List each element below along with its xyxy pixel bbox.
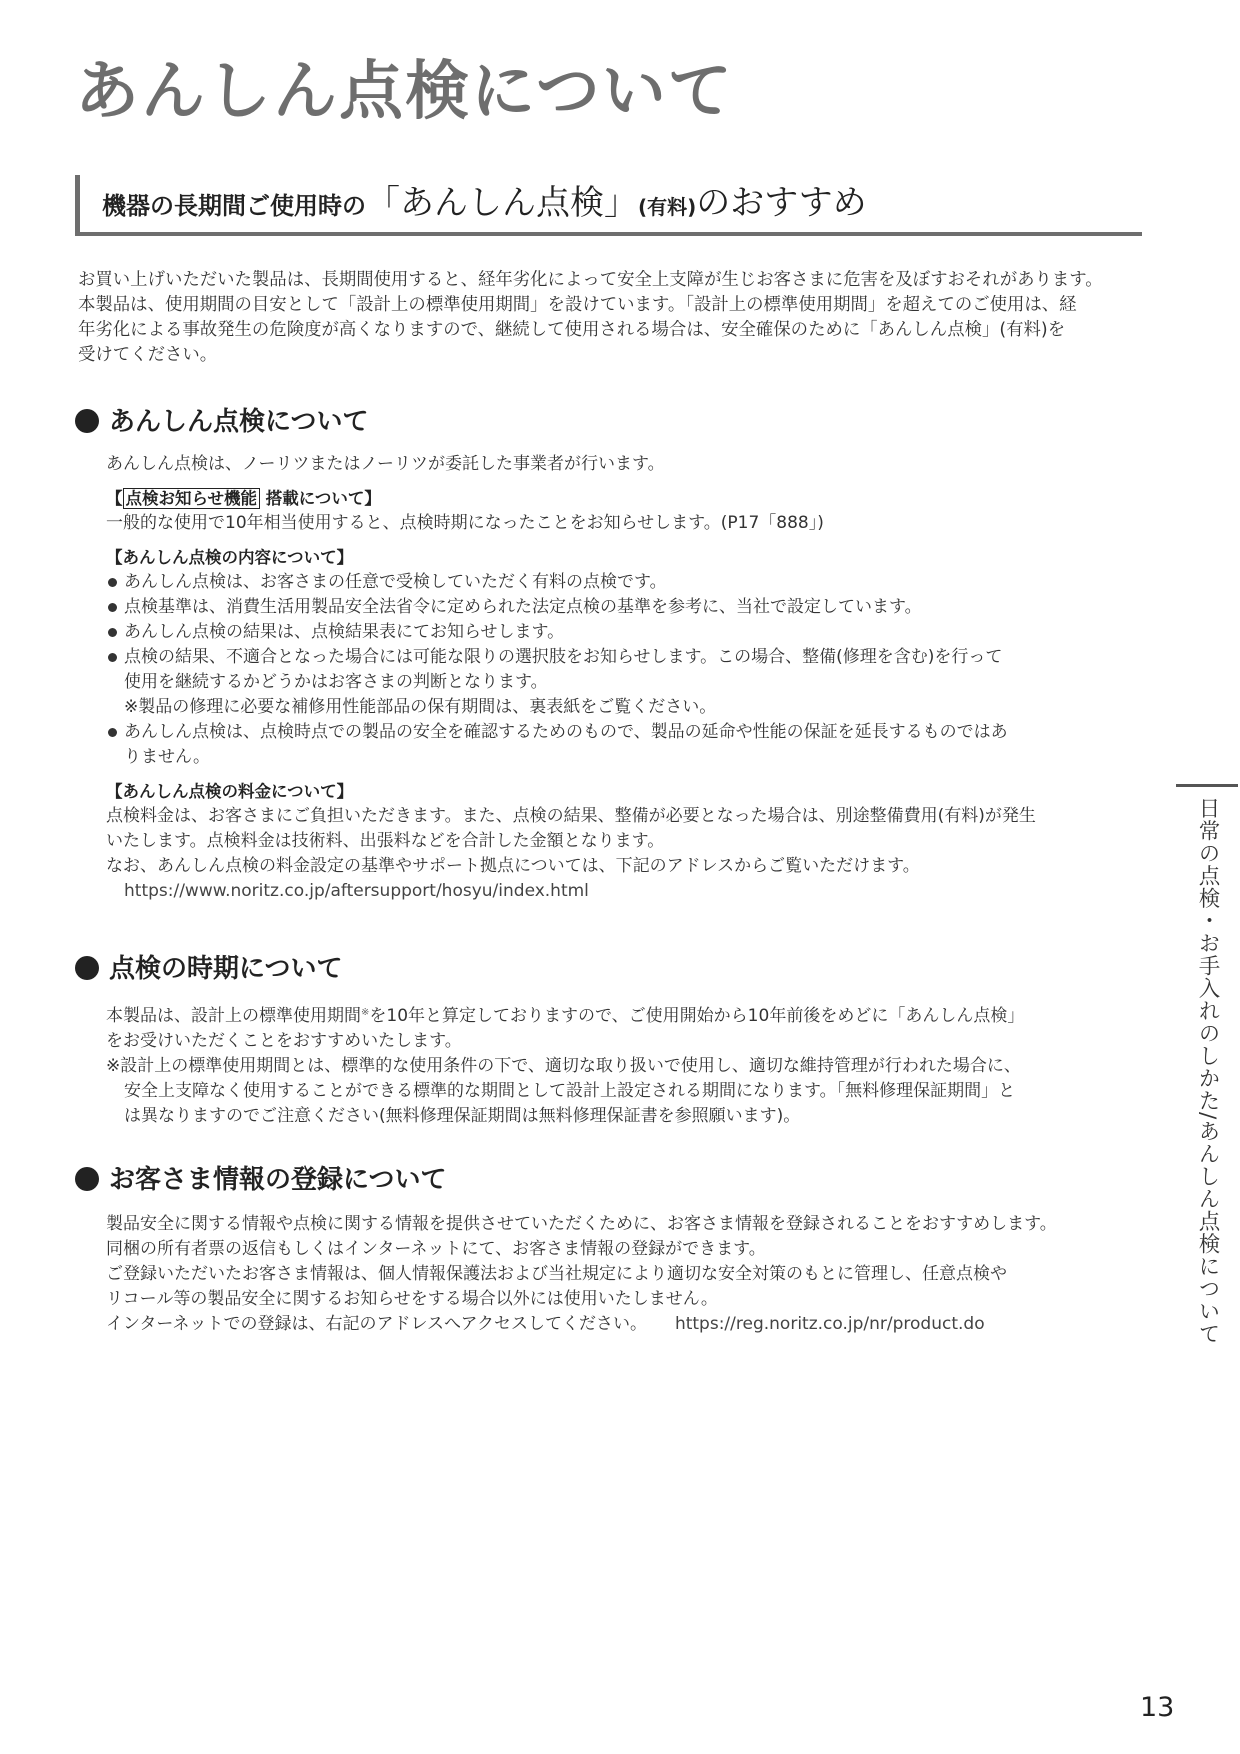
section-heading-text	[102, 175, 867, 224]
registration-line: 製品安全に関する情報や点検に関する情報を提供させていただくために、お客さま情報を登録されることをおすすめします。	[106, 1214, 1057, 1234]
section-heading-paid: (有料)	[638, 195, 697, 219]
anshin-section	[106, 452, 1116, 904]
content-bullet: 点検の結果、不適合となった場合には可能な限りの選択肢をお知らせします。この場合、整備(修理を含む)を行って	[106, 645, 1116, 670]
notice-function-label: 点検お知らせ機能	[123, 488, 261, 509]
subheading-text: 点検の時期について	[109, 954, 343, 984]
timing-line: をお受けいただくことをおすすめいたします。	[106, 1031, 462, 1051]
aftersupport-url[interactable]: https://www.noritz.co.jp/aftersupport/hosyu/index.html	[124, 881, 589, 901]
section-heading-prefix: 機器の長期間ご使用時の	[102, 192, 366, 220]
fee-line: 点検料金は、お客さまにご負担いただきます。また、点検の結果、整備が必要となった場合は、別途整備費用(有料)が発生	[106, 806, 1036, 826]
timing-note: 安全上支障なく使用することができる標準的な期間として設計上設定される期間になります。「無料修理保証期間」と	[124, 1081, 1016, 1101]
content-bullet: あんしん点検の結果は、点検結果表にてお知らせします。	[106, 620, 1116, 645]
timing-line	[106, 1000, 1116, 1029]
intro-line: 受けてください。	[78, 345, 218, 365]
registration-line	[106, 1312, 1116, 1337]
fee-line: いたします。点検料金は技術料、出張料などを合計した金額となります。	[106, 831, 665, 851]
content-bullet-continued: 使用を継続するかどうかはお客さまの判断となります。	[124, 672, 548, 692]
notice-heading	[106, 487, 1116, 511]
page-title: あんしん点検について	[75, 55, 734, 129]
content-bullet: 点検基準は、消費生活用製品安全法省令に定められた法定点検の基準を参考に、当社で設定しています。	[106, 595, 1116, 620]
side-tab-label: 日常の点検・お手入れのしかた/あんしん点検について	[1195, 797, 1220, 1346]
content-bullet: あんしん点検は、お客さまの任意で受検していただく有料の点検です。	[106, 570, 1116, 595]
subheading-timing	[75, 952, 342, 986]
page-number: 13	[1140, 1692, 1175, 1723]
content-bullet-note: ※製品の修理に必要な補修用性能部品の保有期間は、裏表紙をご覧ください。	[124, 697, 717, 717]
section-heading-main: 「あんしん点検」	[366, 183, 638, 223]
notice-text: 一般的な使用で10年相当使用すると、点検時期になったことをお知らせします。(P17「888」)	[106, 513, 824, 533]
registration-line: リコール等の製品安全に関するお知らせをする場合以外には使用いたしません。	[106, 1289, 718, 1309]
fee-line: なお、あんしん点検の料金設定の基準やサポート拠点については、下記のアドレスからご覧いただけます。	[106, 856, 920, 876]
bullet-dot-icon	[75, 956, 99, 980]
bullet-dot-icon	[75, 409, 99, 433]
timing-section	[106, 1000, 1116, 1129]
intro-line: お買い上げいただいた製品は、長期間使用すると、経年劣化によって安全上支障が生じお客さまに危害を及ぼすおそれがあります。	[78, 270, 1103, 290]
intro-line: 本製品は、使用期間の目安として「設計上の標準使用期間」を設けています。「設計上の標準使用期間」を超えてのご使用は、経	[78, 295, 1077, 315]
timing-note: は異なりますのでご注意ください(無料修理保証期間は無料修理保証書を参照願います)。	[124, 1106, 801, 1126]
content-bullet: あんしん点検は、点検時点での製品の安全を確認するためのもので、製品の延命や性能の保証を延長するものではあ	[106, 720, 1116, 745]
timing-note: ※設計上の標準使用期間とは、標準的な使用条件の下で、適切な取り扱いで使用し、適切な維持管理が行われた場合に、	[106, 1056, 1021, 1076]
fee-heading: 【あんしん点検の料金について】	[106, 782, 354, 801]
content-heading: 【あんしん点検の内容について】	[106, 548, 354, 567]
bullet-dot-icon	[75, 1167, 99, 1191]
intro-line: 年劣化による事故発生の危険度が高くなりますので、継続して使用される場合は、安全確保のために「あんしん点検」(有料)を	[78, 320, 1066, 340]
registration-line: ご登録いただいたお客さま情報は、個人情報保護法および当社規定により適切な安全対策のもとに管理し、任意点検や	[106, 1264, 1007, 1284]
notice-bracket-close: 搭載について】	[260, 489, 381, 508]
subheading-anshin	[75, 405, 368, 439]
subheading-text: お客さま情報の登録について	[109, 1165, 447, 1195]
subheading-registration	[75, 1163, 446, 1197]
anshin-lead: あんしん点検は、ノーリツまたはノーリツが委託した事業者が行います。	[106, 454, 665, 474]
registration-url[interactable]: https://reg.noritz.co.jp/nr/product.do	[674, 1314, 985, 1334]
side-tab	[1176, 784, 1238, 1346]
timing-text: を10年と算定しておりますので、ご使用開始から10年前後をめどに「あんしん点検」	[369, 1006, 1025, 1026]
section-heading-suffix: のおすすめ	[696, 183, 867, 223]
subheading-text: あんしん点検について	[109, 407, 369, 437]
registration-section	[106, 1212, 1116, 1337]
registration-text: インターネットでの登録は、右記のアドレスへアクセスしてください。	[106, 1314, 647, 1334]
timing-text: 本製品は、設計上の標準使用期間	[106, 1006, 361, 1026]
intro-paragraph	[78, 268, 1142, 368]
footnote-mark: ※	[361, 1007, 370, 1018]
content-bullet-continued: りません。	[124, 747, 211, 767]
section-heading	[75, 175, 1142, 236]
registration-line: 同梱の所有者票の返信もしくはインターネットにて、お客さま情報の登録ができます。	[106, 1239, 766, 1259]
notice-bracket-open: 【	[106, 489, 123, 508]
